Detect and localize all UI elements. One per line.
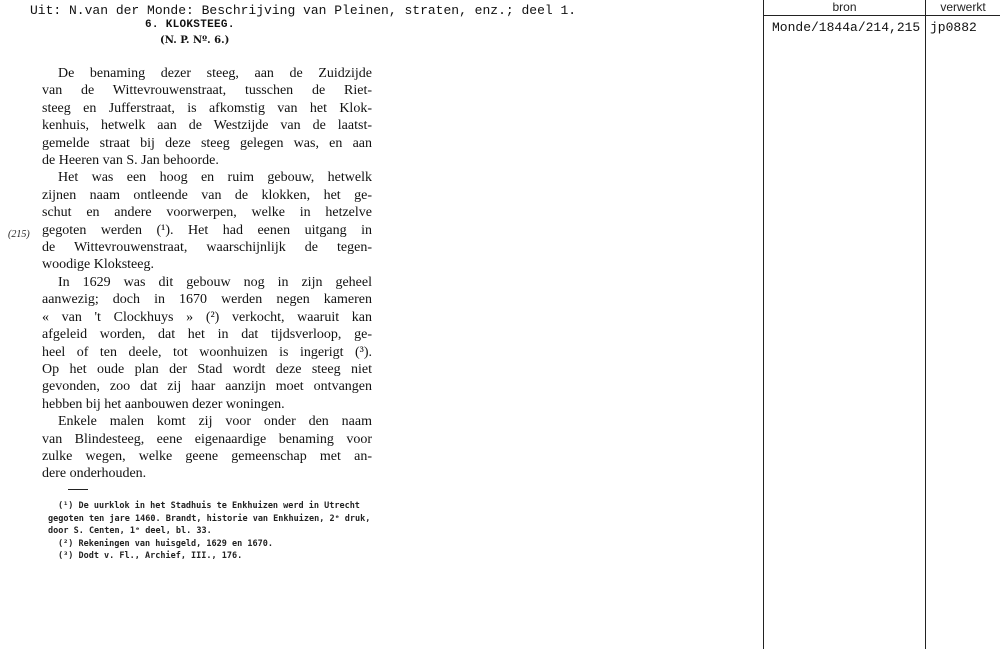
body-line: In 1629 was dit gebouw nog in zijn geheel <box>58 274 372 290</box>
body-line: « van 't Clockhuys » (²) verkocht, waaruit kan <box>42 309 372 325</box>
footnote-divider <box>68 489 88 490</box>
header-bron: bron <box>764 0 925 16</box>
body-line: van Blindesteeg, eene eigenaardige benaming voor <box>42 431 372 447</box>
body-line: de Heeren van S. Jan behoorde. <box>42 153 219 169</box>
body-text <box>42 65 372 483</box>
footnote-line: gegoten ten jare 1460. Brandt, historie van Enkhuizen, 2ᵉ druk, <box>48 513 371 524</box>
body-line: de Wittevrouwenstraat, waarschijnlijk de tegen- <box>42 240 372 256</box>
header-verwerkt: verwerkt <box>926 0 1000 16</box>
body-line: van de Wittevrouwenstraat, tusschen de Riet- <box>42 83 372 99</box>
body-line: dere onderhouden. <box>42 466 147 482</box>
footnotes <box>48 500 371 563</box>
body-line: zijnen naam ontleende van de klokken, het ge- <box>42 187 372 203</box>
body-line: gegoten werden (¹). Het had eenen uitgang in <box>42 222 372 238</box>
cell-verwerkt: jp0882 <box>930 20 977 35</box>
body-line: Op het oude plan der Stad wordt deze steeg niet <box>42 361 372 377</box>
table-column-divider <box>925 0 926 649</box>
body-line: steeg en Jufferstraat, is afkomstig van het Klok- <box>42 100 372 116</box>
source-table <box>763 0 1000 649</box>
body-line: gevonden, zoo dat zij haar aanzijn moet ontvangen <box>42 379 372 395</box>
document-header: Uit: N.van der Monde: Beschrijving van Pleinen, straten, enz.; deel 1. <box>30 3 577 18</box>
body-line: Het was een hoog en ruim gebouw, hetwelk <box>58 170 372 186</box>
body-line: De benaming dezer steeg, aan de Zuidzijde <box>58 66 372 81</box>
body-line: hebben bij het aanbouwen dezer woningen. <box>42 396 285 412</box>
body-line: zulke wegen, welke geene gemeenschap met an- <box>42 448 372 464</box>
footnote-line: (¹) De uurklok in het Stadhuis te Enkhuizen werd in Utrecht <box>58 501 360 511</box>
body-line: schut en andere voorwerpen, welke in hetzelve <box>42 205 372 221</box>
footnote-line: door S. Centen, 1ᵉ deel, bl. 33. <box>48 526 212 537</box>
body-line: Enkele malen komt zij voor onder den naam <box>58 414 372 430</box>
body-line: afgeleid worden, dat het in dat tijdsverloop, ge- <box>42 327 372 343</box>
np-reference: (N. P. Nº. 6.) <box>160 35 230 46</box>
chapter-title: 6. KLOKSTEEG. <box>145 19 235 31</box>
footnote-line: (³) Dodt v. Fl., Archief, III., 176. <box>58 551 243 562</box>
margin-page-note: (215) <box>8 229 30 240</box>
footnote-line: (²) Rekeningen van huisgeld, 1629 en 1670. <box>58 538 273 549</box>
body-line: heel of ten deele, tot woonhuizen is ingerigt (³). <box>42 344 372 360</box>
body-line: aanwezig; doch in 1670 werden negen kameren <box>42 292 372 308</box>
body-line: woodige Kloksteeg. <box>42 257 154 273</box>
body-line: gemelde straat bij deze steeg gelegen was, en aan <box>42 135 372 151</box>
table-left-border <box>763 0 764 649</box>
cell-bron: Monde/1844a/214,215 <box>772 20 921 35</box>
body-line: kenhuis, hetwelk aan de Westzijde van de laatst- <box>42 118 372 134</box>
